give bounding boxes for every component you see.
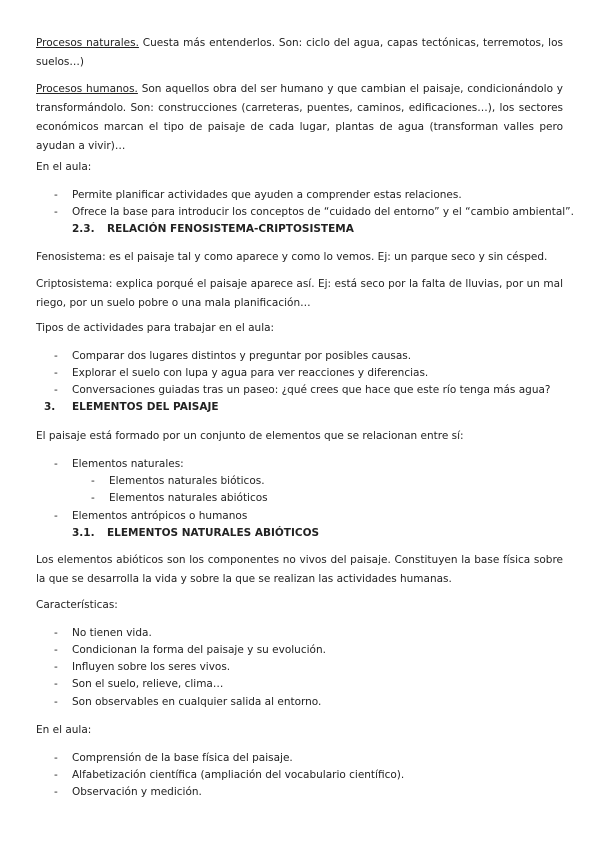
heading-2-3 bbox=[72, 221, 354, 238]
label-tipos-actividades: Tipos de actividades para trabajar en el aula: bbox=[36, 322, 275, 334]
list-item-text: Ofrece la base para introducir los conceptos de “cuidado del entorno” y el “cambio ambiental”. bbox=[72, 206, 574, 218]
list-item bbox=[54, 456, 184, 473]
list-item bbox=[54, 625, 152, 642]
heading-3 bbox=[44, 399, 219, 416]
bullet: - bbox=[54, 206, 58, 218]
list-item bbox=[54, 676, 223, 693]
list-item-text: Comparar dos lugares distintos y preguntar por posibles causas. bbox=[72, 350, 412, 362]
list-item bbox=[54, 348, 411, 365]
paragraph-text: Cuesta más entenderlos. Son: ciclo del agua, capas tectónicas, terremotos, los suelos…) bbox=[36, 37, 563, 68]
term-procesos-naturales: Procesos naturales. bbox=[36, 37, 139, 49]
list-item-text: Permite planificar actividades que ayuden a comprender estas relaciones. bbox=[72, 189, 462, 201]
paragraph-text: Son aquellos obra del ser humano y que cambian el paisaje, condicionándolo y transformándolo. Son: construcciones (carreteras, puentes, caminos, edificaciones…), los sectores económicos marcan el tipo de paisaje de cada lugar, plantas de agua (transforman valles pero ayudan a vivir)… bbox=[36, 83, 564, 152]
bullet: - bbox=[54, 678, 58, 690]
paragraph-procesos-humanos bbox=[36, 80, 563, 156]
list-item-text: Conversaciones guiadas tras un paseo: ¿qué crees que hace que este río tenga más agua? bbox=[72, 384, 551, 396]
bullet: - bbox=[54, 696, 58, 708]
heading-title: RELACIÓN FENOSISTEMA-CRIPTOSISTEMA bbox=[107, 223, 354, 235]
heading-title: ELEMENTOS NATURALES ABIÓTICOS bbox=[107, 527, 320, 539]
list-item bbox=[54, 187, 462, 204]
label-en-el-aula-2: En el aula: bbox=[36, 724, 92, 736]
label-en-el-aula: En el aula: bbox=[36, 161, 92, 173]
heading-3-1 bbox=[72, 525, 319, 542]
list-item bbox=[54, 382, 551, 399]
sub-list-item bbox=[91, 490, 268, 507]
list-item bbox=[54, 642, 326, 659]
bullet: - bbox=[54, 189, 58, 201]
list-item-text: Explorar el suelo con lupa y agua para ver reacciones y diferencias. bbox=[72, 367, 429, 379]
list-item-text: Comprensión de la base física del paisaje. bbox=[72, 752, 293, 764]
bullet: - bbox=[54, 510, 58, 522]
list-item-text: Alfabetización científica (ampliación del vocabulario científico). bbox=[72, 769, 405, 781]
bullet: - bbox=[54, 752, 58, 764]
list-item-text: Elementos naturales: bbox=[72, 458, 184, 470]
heading-number: 2.3. bbox=[72, 223, 95, 235]
list-item bbox=[54, 508, 247, 525]
list-item-text: No tienen vida. bbox=[72, 627, 152, 639]
list-item-text: Elementos naturales abióticos bbox=[109, 492, 268, 504]
list-item-text: Observación y medición. bbox=[72, 786, 202, 798]
bullet: - bbox=[91, 492, 95, 504]
list-item-text: Son el suelo, relieve, clima… bbox=[72, 678, 224, 690]
paragraph-fenosistema: Fenosistema: es el paisaje tal y como aparece y como lo vemos. Ej: un parque seco y sin césped. bbox=[36, 251, 548, 263]
list-item bbox=[54, 659, 230, 676]
term-procesos-humanos: Procesos humanos. bbox=[36, 83, 138, 95]
list-item bbox=[54, 204, 574, 221]
bullet: - bbox=[91, 475, 95, 487]
label-caracteristicas: Características: bbox=[36, 599, 118, 611]
bullet: - bbox=[54, 458, 58, 470]
bullet: - bbox=[54, 367, 58, 379]
paragraph-criptosistema: Criptosistema: explica porqué el paisaje aparece así. Ej: está seco por la falta de lluvias, por un mal riego, por un suelo pobre o una mala planificación… bbox=[36, 278, 563, 309]
list-item bbox=[54, 767, 404, 784]
list-item bbox=[54, 365, 428, 382]
paragraph-intro-elementos: El paisaje está formado por un conjunto de elementos que se relacionan entre sí: bbox=[36, 430, 464, 442]
list-item bbox=[54, 784, 202, 801]
bullet: - bbox=[54, 350, 58, 362]
heading-number: 3.1. bbox=[72, 527, 95, 539]
list-item bbox=[54, 750, 293, 767]
list-item-text: Condicionan la forma del paisaje y su evolución. bbox=[72, 644, 326, 656]
list-item-text: Elementos antrópicos o humanos bbox=[72, 510, 248, 522]
heading-number: 3. bbox=[44, 401, 56, 413]
paragraph-abioticos: Los elementos abióticos son los componentes no vivos del paisaje. Constituyen la base física sobre la que se desarrolla la vida y sobre la que se realizan las actividades humanas. bbox=[36, 554, 563, 585]
bullet: - bbox=[54, 786, 58, 798]
sub-list-item bbox=[91, 473, 265, 490]
list-item-text: Son observables en cualquier salida al entorno. bbox=[72, 696, 322, 708]
list-item-text: Elementos naturales bióticos. bbox=[109, 475, 265, 487]
list-item bbox=[54, 694, 321, 711]
paragraph-procesos-naturales bbox=[36, 34, 563, 72]
bullet: - bbox=[54, 769, 58, 781]
bullet: - bbox=[54, 661, 58, 673]
list-item-text: Influyen sobre los seres vivos. bbox=[72, 661, 231, 673]
heading-title: ELEMENTOS DEL PAISAJE bbox=[72, 401, 219, 413]
bullet: - bbox=[54, 627, 58, 639]
bullet: - bbox=[54, 644, 58, 656]
bullet: - bbox=[54, 384, 58, 396]
